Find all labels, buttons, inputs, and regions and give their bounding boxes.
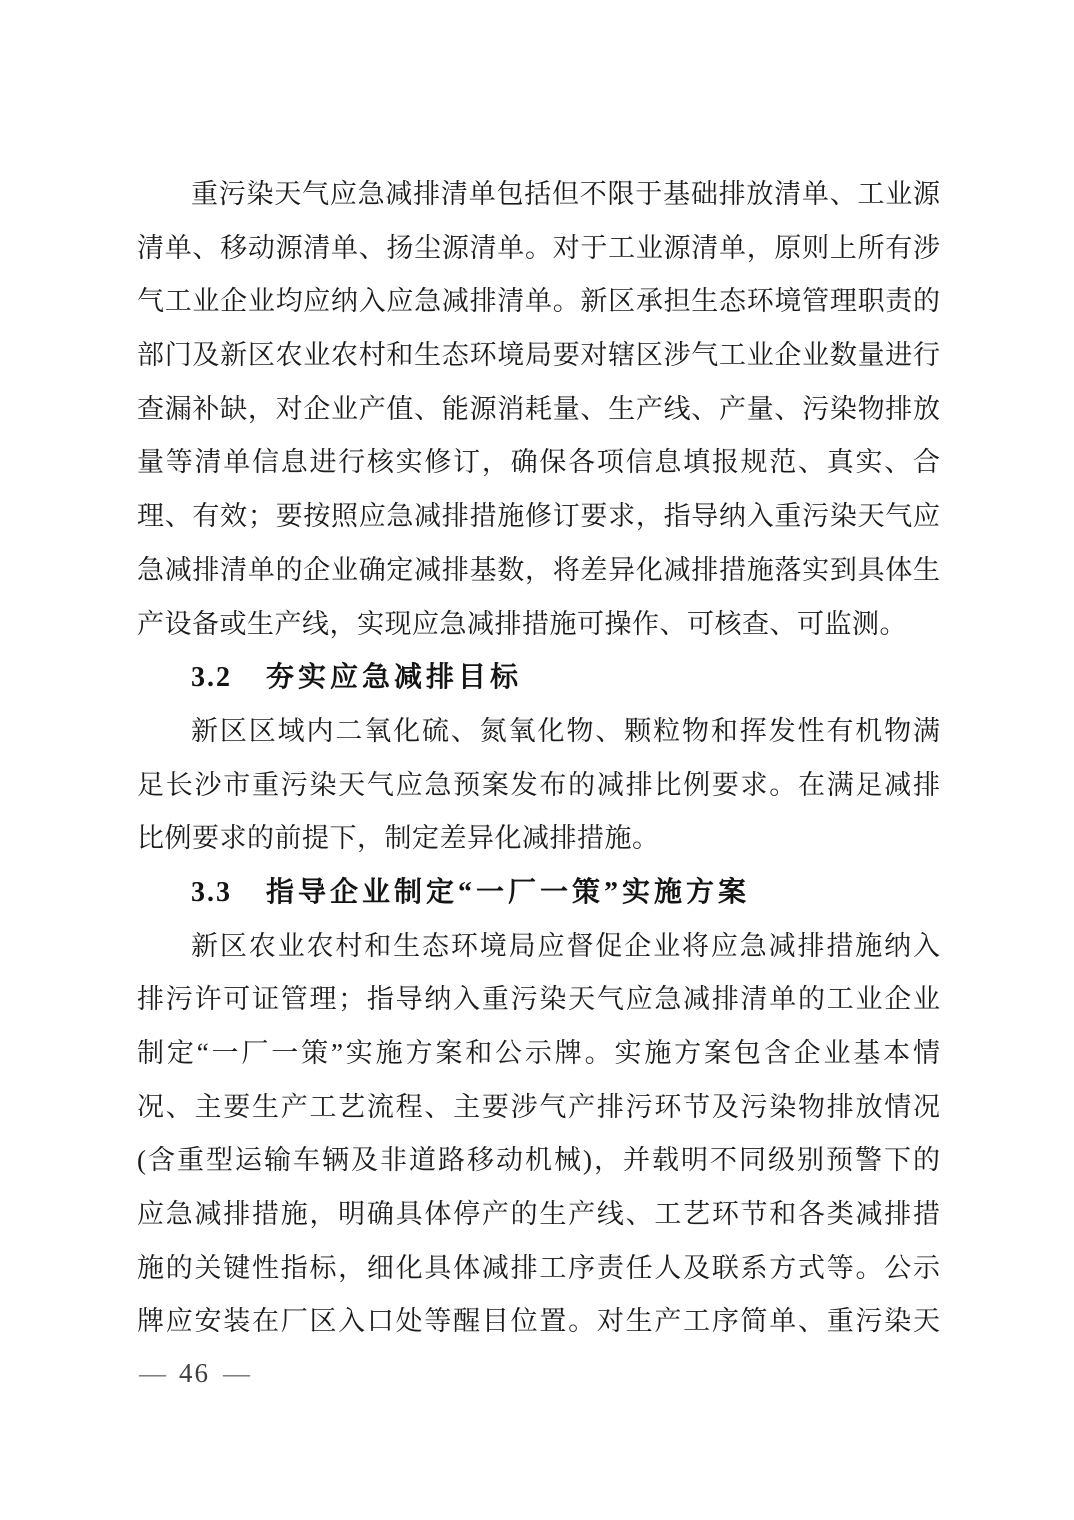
page-number: 46 [179, 1358, 210, 1388]
paragraph-line: 急减排清单的企业确定减排基数，将差异化减排措施落实到具体生 [137, 554, 940, 585]
section-heading-3-2 [137, 651, 940, 705]
paragraph-line: 量等清单信息进行核实修订，确保各项信息填报规范、真实、合 [137, 447, 940, 478]
page-footer [139, 1358, 250, 1389]
paragraph-line: 部门及新区农业农村和生态环境局要对辖区涉气工业企业数量进行 [137, 340, 940, 371]
heading-number: 3.2 [191, 662, 232, 694]
footer-dash-left: — [139, 1358, 166, 1388]
paragraph-line: 排污许可证管理；指导纳入重污染天气应急减排清单的工业企业 [137, 984, 940, 1015]
footer-dash-right: — [223, 1358, 250, 1388]
paragraph-line: 应急减排措施，明确具体停产的生产线、工艺环节和各类减排措 [137, 1199, 940, 1230]
paragraph-line: 况、主要生产工艺流程、主要涉气产排污环节及污染物排放情况 [137, 1091, 940, 1122]
paragraph-line: 新区区域内二氧化硫、氮氧化物、颗粒物和挥发性有机物满 [191, 715, 940, 746]
paragraph-line: 制定“一厂一策”实施方案和公示牌。实施方案包含企业基本情 [137, 1038, 940, 1068]
paragraph-line: 施的关键性指标，细化具体减排工序责任人及联系方式等。公示 [137, 1252, 940, 1283]
paragraph-line: 牌应安装在厂区入口处等醒目位置。对生产工序简单、重污染天 [137, 1306, 940, 1337]
heading-title: 夯实应急减排目标 [266, 662, 523, 694]
paragraph-line: 重污染天气应急减排清单包括但不限于基础排放清单、工业源 [191, 179, 940, 209]
paragraph-line: 气工业企业均应纳入应急减排清单。新区承担生态环境管理职责的 [137, 286, 940, 317]
paragraph-line: 新区农业农村和生态环境局应督促企业将应急减排措施纳入 [191, 930, 940, 961]
paragraph-line: 清单、移动源清单、扬尘源清单。对于工业源清单，原则上所有涉 [137, 232, 940, 263]
heading-title: 指导企业制定“一厂一策”实施方案 [266, 876, 751, 908]
paragraph-line: 比例要求的前提下，制定差异化减排措施。 [137, 823, 660, 854]
paragraph-line: 足长沙市重污染天气应急预案发布的减排比例要求。在满足减排 [137, 769, 940, 800]
paragraph-line: 查漏补缺，对企业产值、能源消耗量、生产线、产量、污染物排放 [137, 393, 940, 424]
paragraph-line: 理、有效；要按照应急减排措施修订要求，指导纳入重污染天气应 [137, 501, 940, 532]
paragraph-line: 产设备或生产线，实现应急减排措施可操作、可核查、可监测。 [137, 608, 907, 639]
heading-number: 3.3 [191, 876, 232, 908]
paragraph-line: (含重型运输车辆及非道路移动机械)，并载明不同级别预警下的 [137, 1145, 940, 1176]
document-body [137, 168, 940, 1349]
section-heading-3-3 [137, 866, 940, 920]
